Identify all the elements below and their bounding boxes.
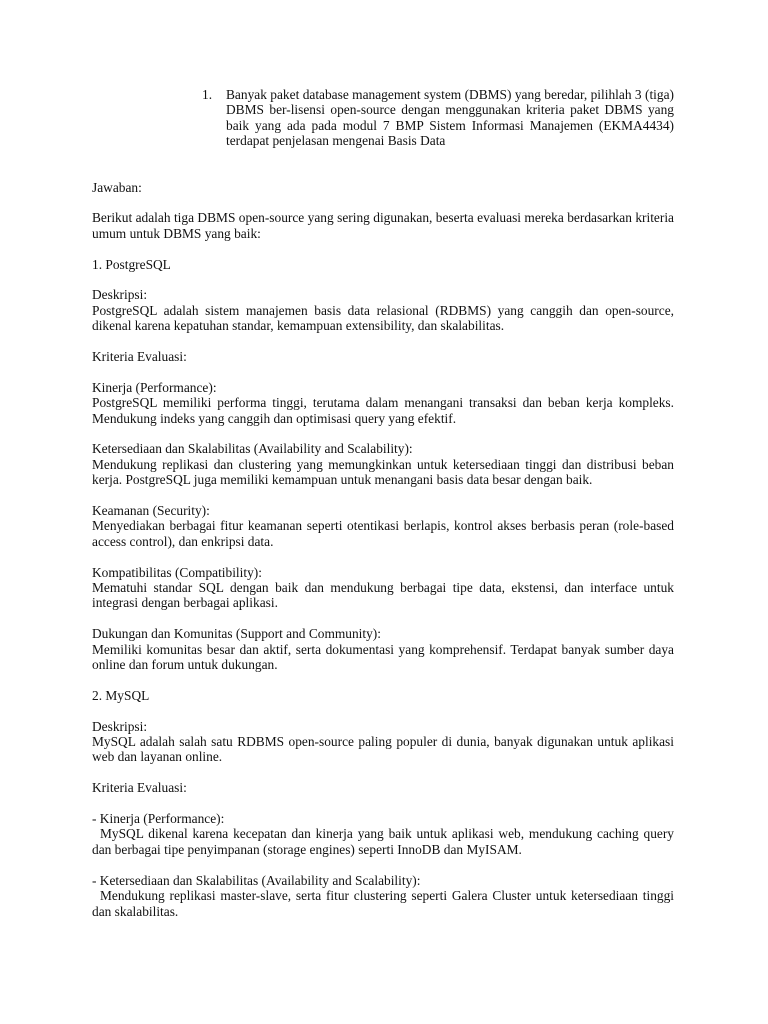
mysql-criteria-label: Kriteria Evaluasi:	[92, 780, 187, 796]
question-text: Banyak paket database management system (DBMS) yang beredar, pilihlah 3 (tiga) DBMS ber-lisensi open-source dengan menggunakan kriteria paket DBMS yang baik yang ada pada modul 7 BMP Sistem Informasi Manajemen (EKMA4434) terdapat penjelasan mengenai Basis Data	[226, 87, 674, 149]
mysql-desc: MySQL adalah salah satu RDBMS open-source paling populer di dunia, banyak digunakan untuk aplikasi web dan layanan online.	[92, 734, 674, 765]
postgres-availability: Mendukung replikasi dan clustering yang memungkinkan untuk ketersediaan tinggi dan distribusi beban kerja. PostgreSQL juga memiliki kemampuan untuk menangani basis data besar dengan baik.	[92, 456, 674, 488]
mysql-availability-label: - Ketersediaan dan Skalabilitas (Availability and Scalability):	[92, 872, 421, 888]
document-page	[92, 87, 674, 919]
postgres-support: Memiliki komunitas besar dan aktif, serta dokumentasi yang komprehensif. Terdapat banyak sumber daya online dan forum untuk dukungan.	[92, 641, 674, 673]
postgres-heading: 1. PostgreSQL	[92, 256, 171, 272]
question-item	[202, 87, 674, 149]
postgres-support-label: Dukungan dan Komunitas (Support and Community):	[92, 626, 381, 642]
postgres-availability-label: Ketersediaan dan Skalabilitas (Availability and Scalability):	[92, 441, 413, 457]
postgres-security-label: Keamanan (Security):	[92, 503, 210, 519]
postgres-performance-label: Kinerja (Performance):	[92, 379, 217, 395]
mysql-performance-label: - Kinerja (Performance):	[92, 811, 225, 827]
postgres-desc-label: Deskripsi:	[92, 287, 148, 303]
postgres-performance: PostgreSQL memiliki performa tinggi, terutama dalam menangani transaksi dan beban kerja kompleks. Mendukung indeks yang canggih dan optimisasi query yang efektif.	[92, 395, 674, 426]
answer-label: Jawaban:	[92, 179, 142, 195]
postgres-compat: Mematuhi standar SQL dengan baik dan mendukung berbagai tipe data, ekstensi, dan interface untuk integrasi dengan berbagai aplikasi.	[92, 580, 674, 611]
question-number: 1.	[202, 87, 213, 102]
mysql-desc-label: Deskripsi:	[92, 718, 148, 734]
postgres-security: Menyediakan berbagai fitur keamanan seperti otentikasi berlapis, kontrol akses berbasis peran (role-based access control), dan enkripsi data.	[92, 518, 674, 549]
postgres-desc: PostgreSQL adalah sistem manajemen basis data relasional (RDBMS) yang canggih dan open-source, dikenal karena kepatuhan standar, kemampuan extensibility, dan skalabilitas.	[92, 302, 674, 334]
answer-intro: Berikut adalah tiga DBMS open-source yang sering digunakan, beserta evaluasi mereka berdasarkan kriteria umum untuk DBMS yang baik:	[92, 210, 674, 241]
mysql-heading: 2. MySQL	[92, 687, 150, 703]
postgres-criteria-label: Kriteria Evaluasi:	[92, 349, 187, 365]
postgres-compat-label: Kompatibilitas (Compatibility):	[92, 564, 262, 580]
mysql-performance: MySQL dikenal karena kecepatan dan kinerja yang baik untuk aplikasi web, mendukung caching query dan berbagai tipe penyimpanan (storage engines) seperti InnoDB dan MyISAM.	[92, 826, 674, 857]
mysql-availability: Mendukung replikasi master-slave, serta fitur clustering seperti Galera Cluster untuk ketersediaan tinggi dan skalabilitas.	[92, 888, 674, 919]
